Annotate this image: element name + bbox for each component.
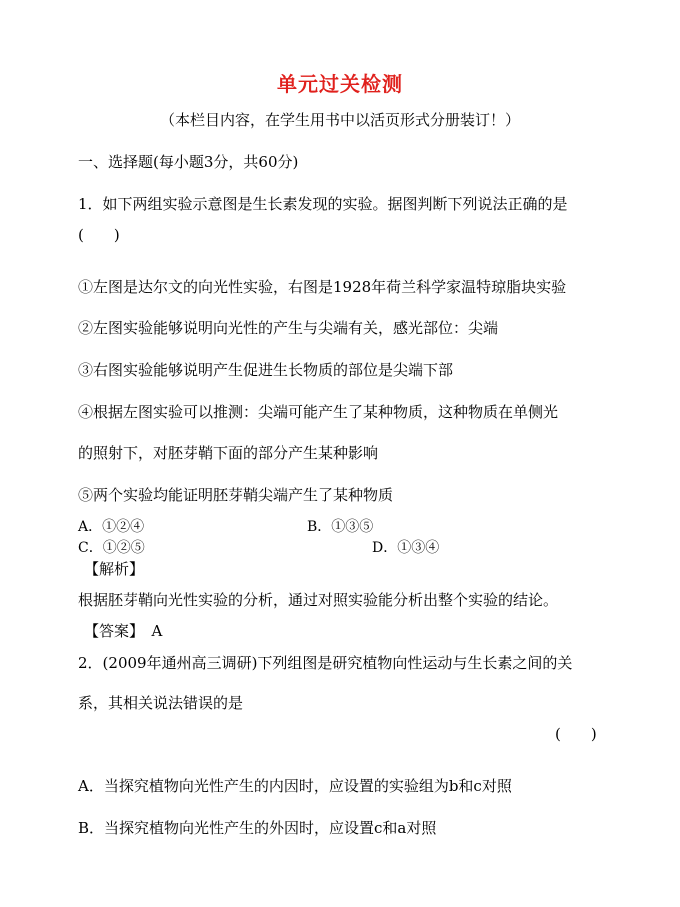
question-1-bracket: ( ): [78, 226, 120, 244]
statement-3: ③右图实验能够说明产生促进生长物质的部位是尖端下部: [78, 361, 454, 379]
statement-2: ②左图实验能够说明向光性的产生与尖端有关，感光部位：尖端: [78, 319, 499, 337]
question-1-stem: 1．如下两组实验示意图是生长素发现的实验。据图判断下列说法正确的是: [78, 195, 568, 213]
analysis-text: 根据胚芽鞘向光性实验的分析，通过对照实验能分析出整个实验的结论。: [78, 591, 559, 609]
option-a: A．①②④: [78, 519, 145, 535]
question-2-stem-continued: 系，其相关说法错误的是: [78, 694, 244, 712]
statement-5: ⑤两个实验均能证明胚芽鞘尖端产生了某种物质: [78, 486, 394, 504]
statement-1: ①左图是达尔文的向光性实验，右图是1928年荷兰科学家温特琼脂块实验: [78, 278, 567, 296]
statement-4-continued: 的照射下，对胚芽鞘下面的部分产生某种影响: [78, 444, 379, 462]
option-c: C．①②⑤: [78, 540, 145, 556]
option-d: D．①③④: [372, 540, 440, 556]
answer-text: 【答案】 A: [84, 622, 163, 640]
statement-4: ④根据左图实验可以推测：尖端可能产生了某种物质，这种物质在单侧光: [78, 403, 559, 421]
question-2-bracket: ( ): [555, 725, 597, 743]
option-b: B．①③⑤: [307, 519, 374, 535]
q2-option-b: B．当探究植物向光性产生的外因时，应设置c和a对照: [78, 819, 437, 837]
page-subtitle: （本栏目内容，在学生用书中以活页形式分册装订！）: [159, 111, 520, 129]
section-heading: 一、选择题(每小题3分，共60分): [78, 153, 299, 171]
q2-option-a: A．当探究植物向光性产生的内因时，应设置的实验组为b和c对照: [78, 777, 512, 795]
analysis-label: 【解析】: [84, 560, 145, 578]
page-title: 单元过关检测: [277, 72, 403, 96]
question-2-stem: 2．(2009年通州高三调研)下列组图是研究植物向性运动与生长素之间的关: [78, 654, 573, 672]
